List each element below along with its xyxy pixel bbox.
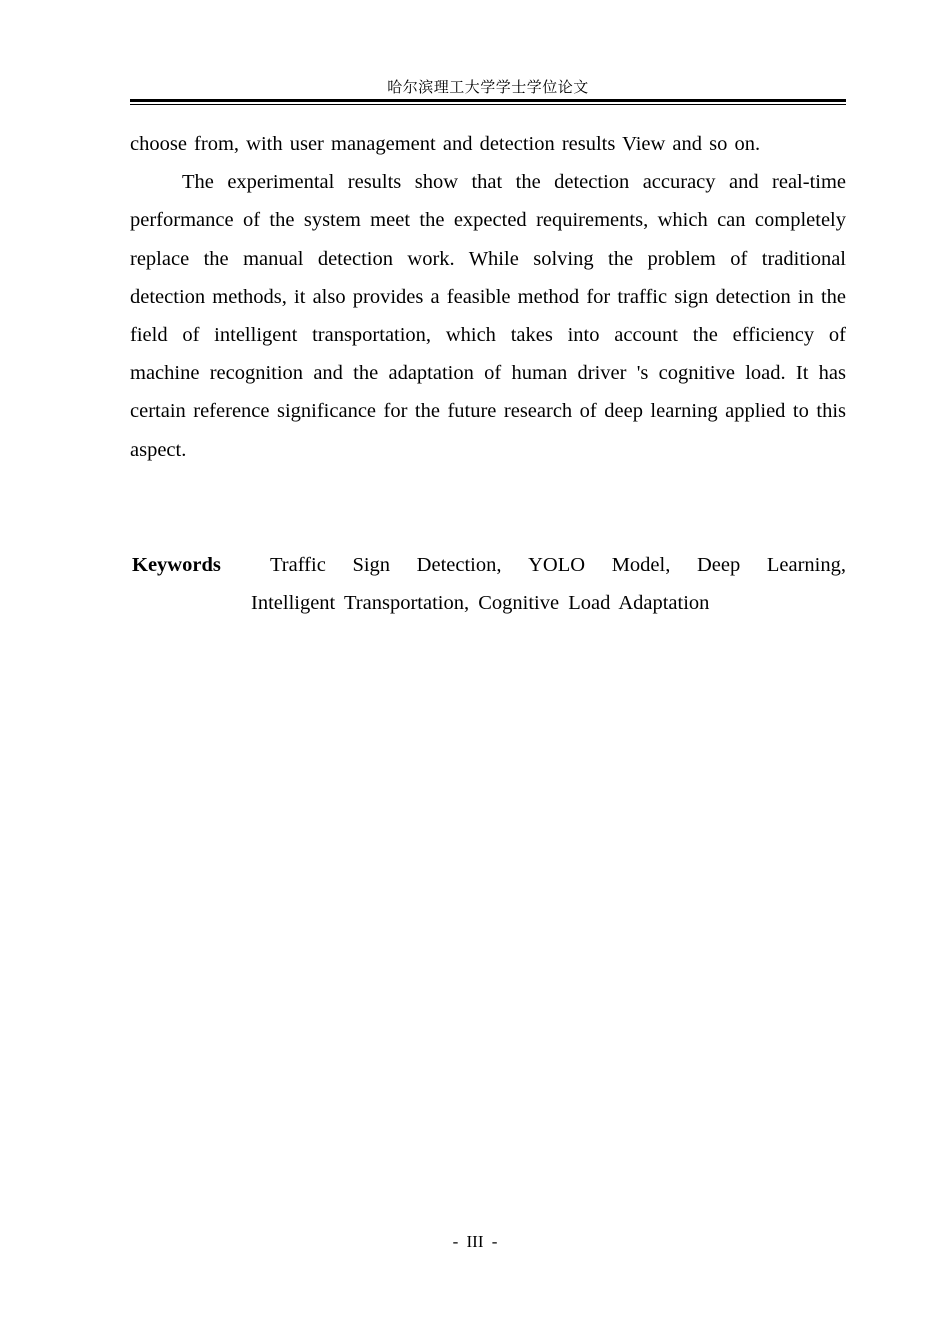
keywords-line-1 [270, 546, 846, 584]
keyword-word: Traffic [270, 554, 326, 576]
header-rule-thin [130, 104, 846, 105]
keywords-label: Keywords [132, 554, 221, 576]
keyword-word: Detection, [416, 554, 502, 576]
keywords-text-1 [270, 546, 846, 584]
page-header-title: 哈尔滨理工大学学士学位论文 [387, 80, 589, 96]
keyword-word: Deep [696, 554, 741, 576]
keyword-word: Model, [611, 554, 671, 576]
keyword-word: Sign [352, 554, 391, 576]
paragraph-continuation: choose from, with user management and detection results View and so on. [130, 133, 761, 155]
header-rule-thick [130, 99, 846, 102]
abstract-body [130, 125, 846, 469]
paragraph-results: The experimental results show that the detection accuracy and real-time performance of the system meet the expected requirements, which can completely replace the manual detection work. While solving the problem of traditional detection methods, it also provides a feasible method for traffic sign detection in the field of intelligent transportation, which takes into account the efficiency of machine recognition and the adaptation of human driver 's cognitive load. It has certain reference significance for the future research of deep learning applied to this aspect. [130, 171, 846, 461]
keyword-word: YOLO [528, 554, 586, 576]
page-number: - III - [452, 1232, 498, 1251]
keywords-line-2: Intelligent Transportation, Cognitive Load Adaptation [251, 592, 710, 614]
keyword-word: Learning, [766, 554, 846, 576]
